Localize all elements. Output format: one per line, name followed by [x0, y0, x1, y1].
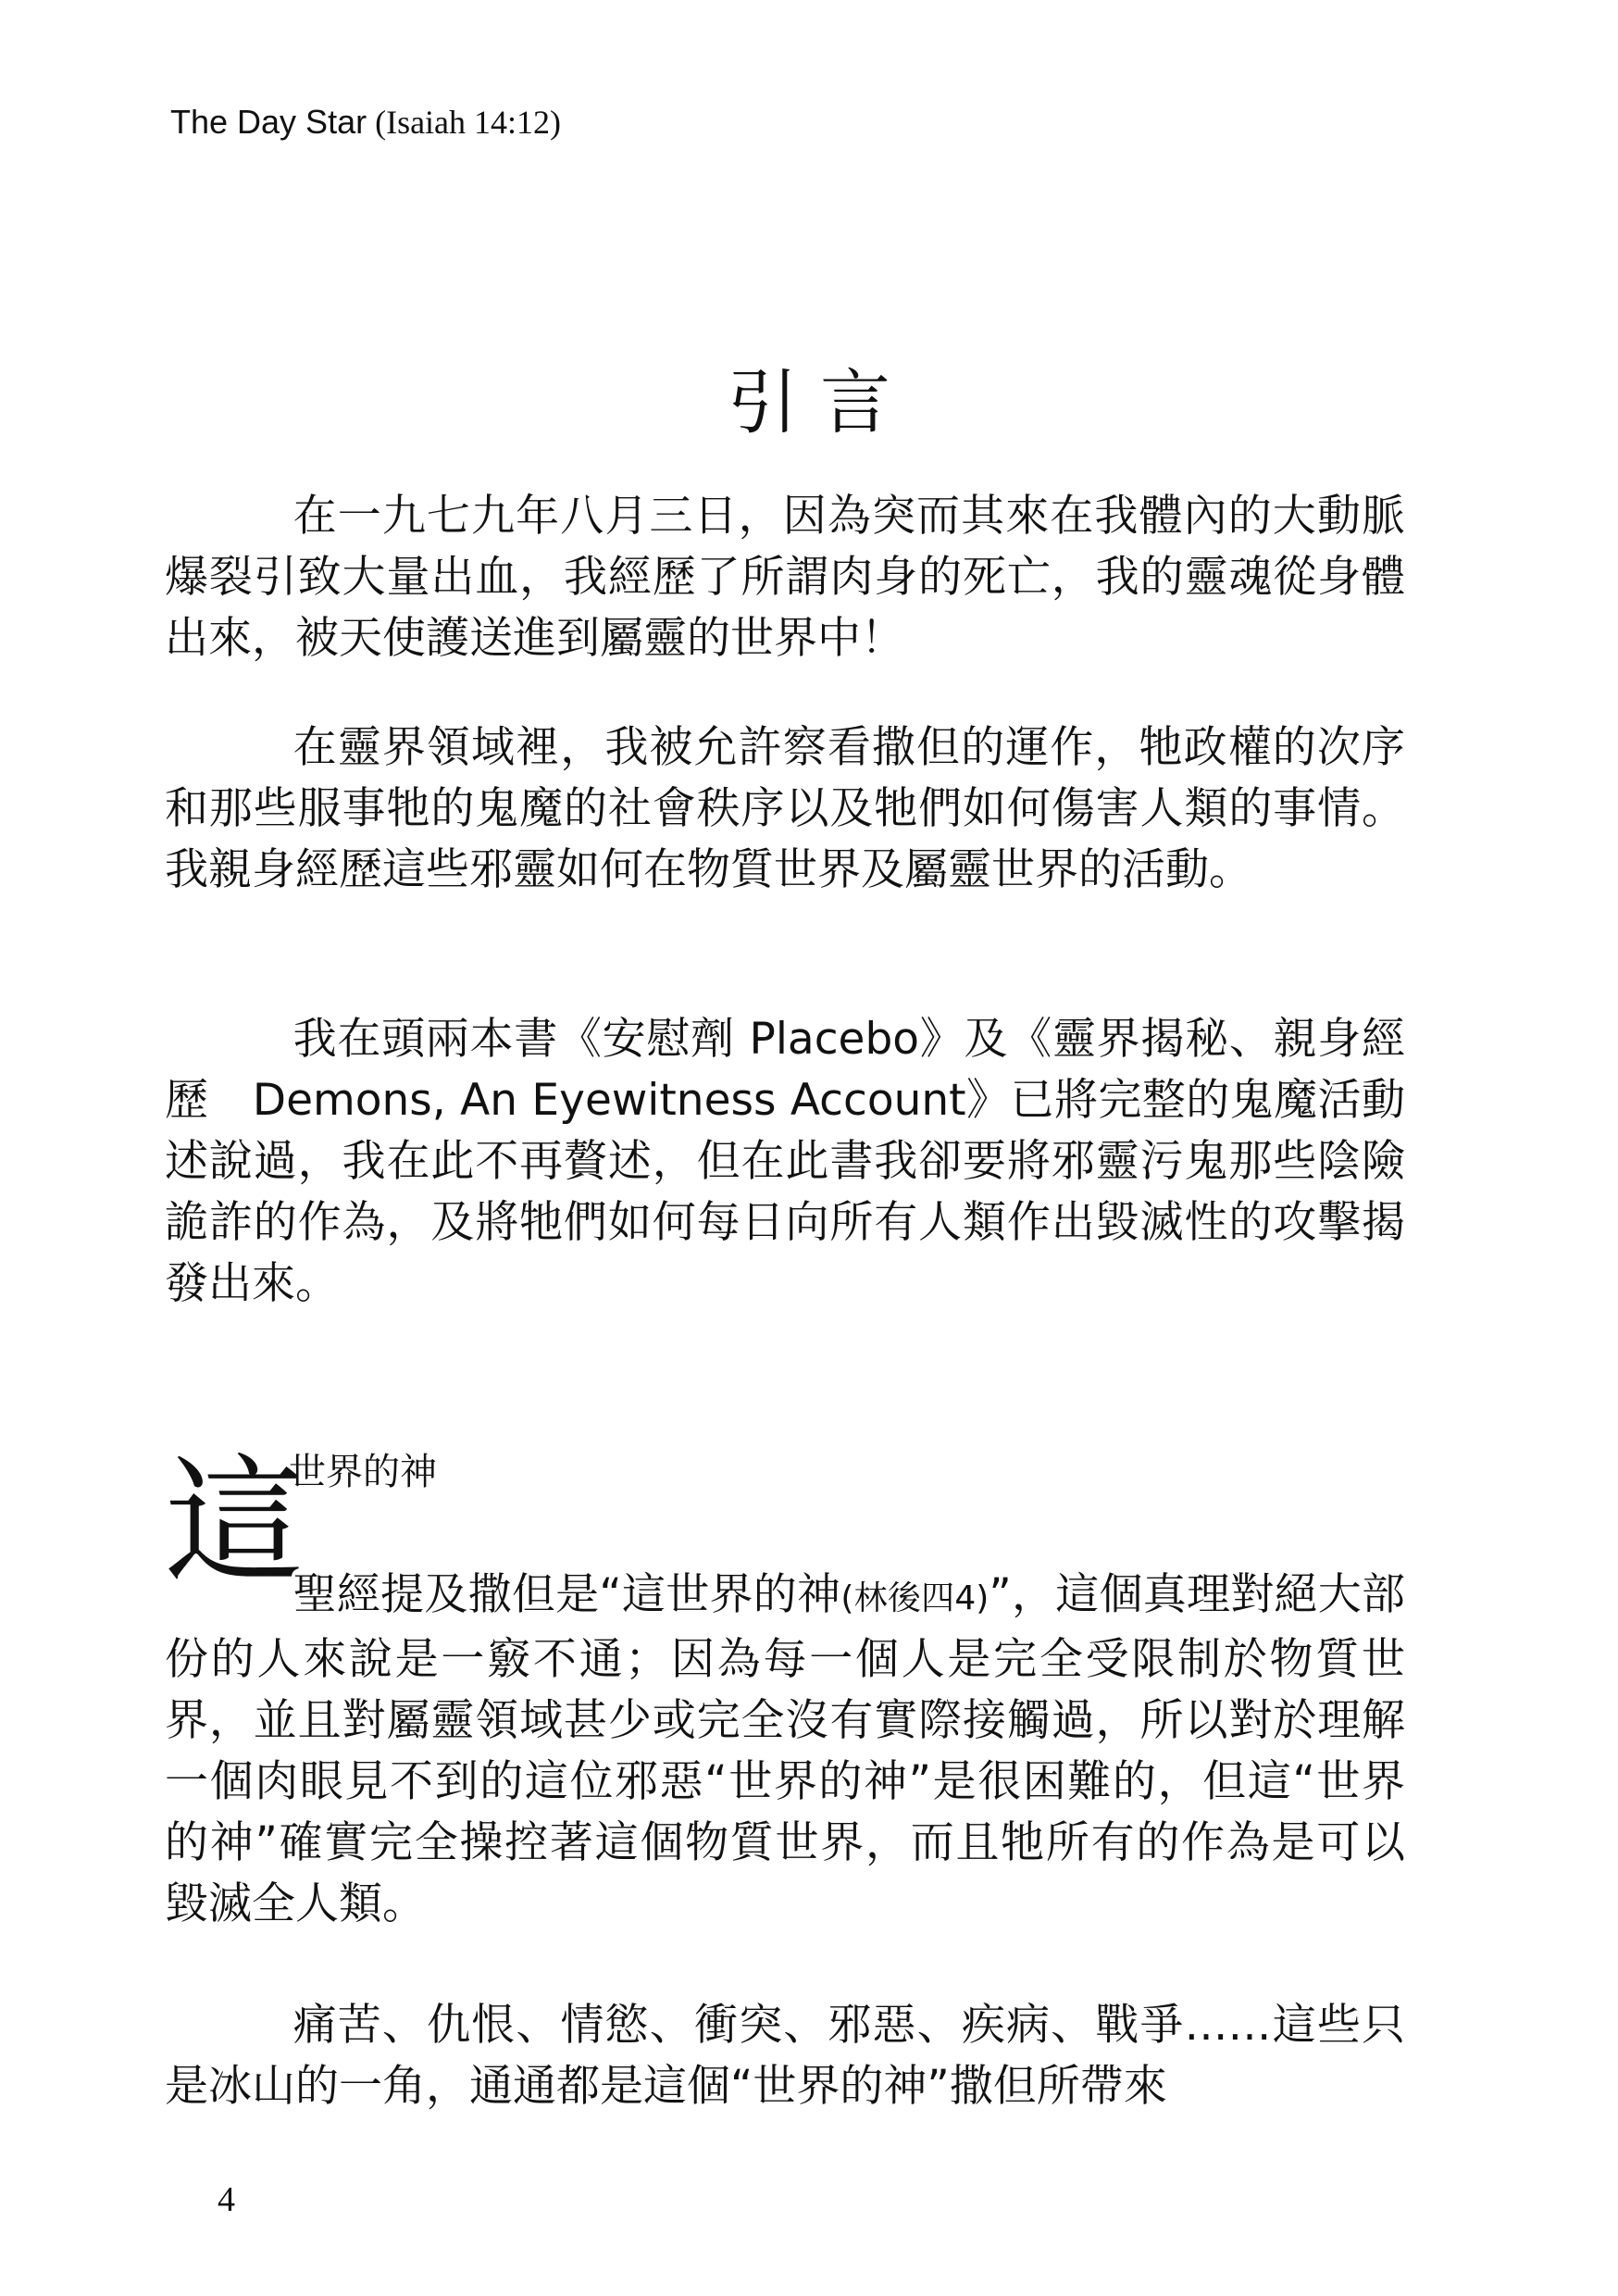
section-title: 世界的神	[289, 1451, 437, 1493]
running-head	[170, 100, 561, 144]
paragraph-4-text-start: 聖經提及撒但是“這世界的神	[292, 1569, 841, 1620]
running-head-reference: (Isaiah 14:12)	[375, 104, 562, 141]
paragraph-4	[165, 1565, 1405, 1935]
paragraph-4-text-end: ”，這個真理對絕大部份的人來說是一竅不通；因為每一個人是完全受限制於物質世界，並且對屬靈領域甚少或完全沒有實際接觸過，所以對於理解一個肉眼見不到的這位邪惡“世界的神”是很困難的，但這“世界的神”確實完全操控著這個物質世界，而且牠所有的作為是可以毀滅全人類。	[165, 1569, 1405, 1929]
chapter-title: 引言	[728, 361, 913, 443]
paragraph-2: 在靈界領域裡，我被允許察看撒但的運作，牠政權的次序和那些服事牠的鬼魔的社會秩序以及牠們如何傷害人類的事情。我親身經歷這些邪靈如何在物質世界及屬靈世界的活動。	[165, 722, 1405, 895]
paragraph-5: 痛苦、仇恨、情慾、衝突、邪惡、疾病、戰爭……這些只是冰山的一角，通通都是這個“世界的神”撒但所帶來	[165, 2000, 1405, 2112]
paragraph-1: 在一九七九年八月三日，因為突而其來在我體內的大動脈爆裂引致大量出血，我經歷了所謂肉身的死亡，我的靈魂從身體出來，被天使護送進到屬靈的世界中！	[165, 491, 1405, 664]
drop-cap: 這	[165, 1442, 305, 1603]
scripture-reference: (林後四4)	[840, 1579, 989, 1617]
page-number: 4	[218, 2180, 235, 2219]
paragraph-3: 我在頭兩本書《安慰劑 Placebo》及《靈界揭秘、親身經歷 Demons, An Eyewitness Account》已將完整的鬼魔活動述說過，我在此不再贅述，但在此書我卻要將邪靈污鬼那些陰險詭詐的作為，及將牠們如何每日向所有人類作出毀滅性的攻擊揭發出來。	[165, 1014, 1405, 1309]
running-head-title: The Day Star	[170, 103, 367, 141]
